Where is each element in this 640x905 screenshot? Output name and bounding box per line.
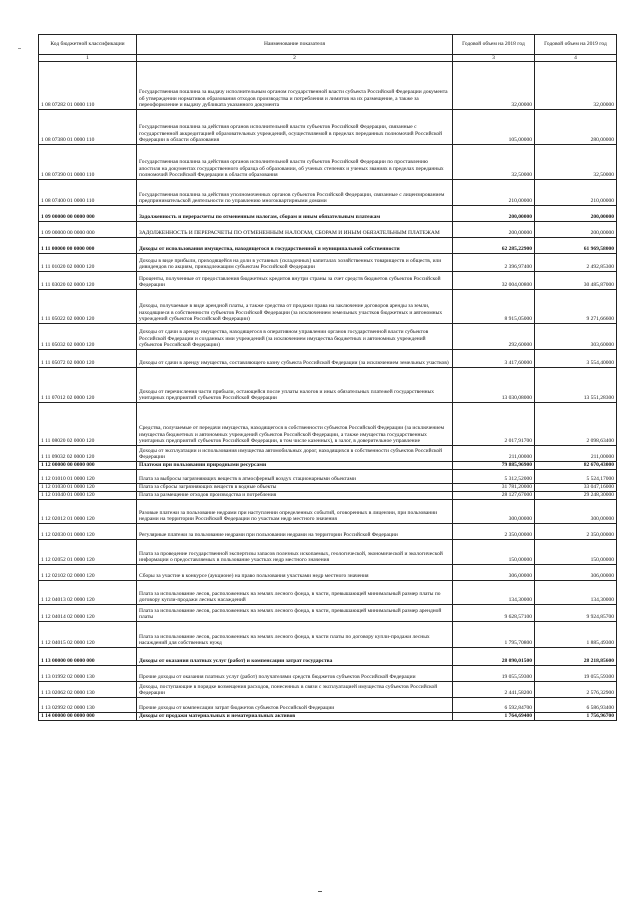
code-cell: 1 08 07380 01 0000 110: [39, 110, 137, 145]
page-footer-mark: [318, 891, 322, 892]
value-2019-cell: 200,00000: [535, 222, 617, 238]
code-cell: 1 11 03020 02 0000 120: [39, 272, 137, 290]
value-2019-cell: 306,00000: [535, 565, 617, 581]
value-2018-cell: 150,00000: [453, 540, 535, 565]
code-cell: 1 13 02062 02 0000 130: [39, 682, 137, 698]
name-cell: Доходы от использования имущества, находящегося в государственной и муниципальной собственности: [137, 238, 453, 254]
name-cell: Разовые платежи за пользование недрами при наступлении определенных событий, оговоренных в лицензии, при пользовании недрами на территории Российской Федерации по участкам недр местного значения: [137, 500, 453, 524]
value-2019-cell: 9 271,66600: [535, 290, 617, 324]
table-row: [39, 713, 617, 721]
value-2019-cell: 2 350,00000: [535, 524, 617, 540]
name-cell: Доходы от продажи материальных и нематериальных активов: [137, 713, 453, 721]
name-cell: Доходы в виде прибыли, приходящейся на доли в уставных (складочных) капиталах хозяйственных товариществ и обществ, или дивидендов по акциям, принадлежащим субъектам Российской Федерации: [137, 254, 453, 272]
name-cell: Доходы, поступающие в порядке возмещения расходов, понесенных в связи с эксплуатацией имущества субъектов Российской Федерации: [137, 682, 453, 698]
value-2018-cell: 134,30000: [453, 581, 535, 605]
code-cell: 1 13 02992 02 0000 130: [39, 698, 137, 713]
name-cell: Проценты, полученные от предоставления бюджетных кредитов внутри страны за счет средств бюджетов субъектов Российской Федерации: [137, 272, 453, 290]
name-cell: Доходы от перечисления части прибыли, остающейся после уплаты налогов и иных обязательных платежей государственных унитарных предприятий субъектов Российской Федерации: [137, 368, 453, 403]
table-row: [39, 62, 617, 110]
name-cell: Плата за сбросы загрязняющих веществ в водные объекты: [137, 484, 453, 492]
value-2018-cell: 3 417,60000: [453, 350, 535, 368]
name-cell: Государственная пошлина за выдачу исполнительным органом государственной власти субъекта Российской Федерации документа об утверждении нормативов образования отходов производства и потребления и лимитов на их размещение, а также за переоформление и выдачу дубликата указанного документа: [137, 62, 453, 110]
value-2019-cell: 5 524,17000: [535, 470, 617, 484]
value-2019-cell: 6 586,93400: [535, 698, 617, 713]
name-cell: Плата за использование лесов, расположенных на землях лесного фонда, в части, превышающей минимальный размер арендной платы: [137, 605, 453, 622]
table-row: [39, 581, 617, 605]
table-row: [39, 145, 617, 180]
code-cell: 1 11 09032 02 0000 120: [39, 446, 137, 462]
code-cell: 1 12 00000 00 0000 000: [39, 462, 137, 470]
table-row: [39, 446, 617, 462]
name-cell: Доходы от оказания платных услуг (работ) и компенсации затрат государства: [137, 648, 453, 666]
table-row: [39, 540, 617, 565]
code-cell: 1 09 00000 00 0000 000: [39, 222, 137, 238]
code-cell: 1 12 01030 01 0000 120: [39, 484, 137, 492]
table-row: [39, 238, 617, 254]
value-2019-cell: 33 047,16000: [535, 484, 617, 492]
name-cell: Регулярные платежи за пользование недрами при пользовании недрами на территории Российской Федерации: [137, 524, 453, 540]
index-4: 4: [535, 55, 617, 62]
table-header: [39, 35, 617, 62]
value-2018-cell: 62 285,22900: [453, 238, 535, 254]
code-cell: 1 11 05032 02 0000 120: [39, 324, 137, 350]
table-row: [39, 350, 617, 368]
value-2019-cell: 280,00000: [535, 110, 617, 145]
margin-mark: [18, 48, 21, 49]
table-row: [39, 290, 617, 324]
value-2019-cell: 211,00000: [535, 446, 617, 462]
table-row: [39, 500, 617, 524]
code-cell: 1 08 07282 01 0000 110: [39, 62, 137, 110]
value-2018-cell: 9 628,57100: [453, 605, 535, 622]
name-cell: Плата за выбросы загрязняющих веществ в атмосферный воздух стационарными объектами: [137, 470, 453, 484]
value-2019-cell: 1 756,96700: [535, 713, 617, 721]
value-2018-cell: 32,00000: [453, 62, 535, 110]
budget-table-sheet: [38, 34, 616, 721]
header-2019: Годовой объем на 2019 год: [535, 35, 617, 55]
table-row: [39, 324, 617, 350]
budget-revenue-table: [38, 34, 617, 721]
name-cell: Доходы от сдачи в аренду имущества, составляющего казну субъекта Российской Федерации (за исключением земельных участков): [137, 350, 453, 368]
value-2019-cell: 1 885,49300: [535, 622, 617, 648]
name-cell: Сборы за участие в конкурсе (аукционе) на право пользования участками недр местного значения: [137, 565, 453, 581]
code-cell: 1 11 05072 02 0000 120: [39, 350, 137, 368]
value-2019-cell: 30 485,87000: [535, 272, 617, 290]
table-row: [39, 470, 617, 484]
table-row: [39, 180, 617, 206]
value-2018-cell: 32,50000: [453, 145, 535, 180]
name-cell: Платежи при пользовании природными ресурсами: [137, 462, 453, 470]
code-cell: 1 12 04015 02 0000 120: [39, 622, 137, 648]
name-cell: Плата за использование лесов, расположенных на землях лесного фонда, в части платы по договору купли-продажи лесных насаждений для собственных нужд: [137, 622, 453, 648]
value-2018-cell: 8 915,05000: [453, 290, 535, 324]
code-cell: 1 12 01010 01 0000 120: [39, 470, 137, 484]
code-cell: 1 12 02030 01 0000 120: [39, 524, 137, 540]
index-3: 3: [453, 55, 535, 62]
value-2018-cell: 32 004,00800: [453, 272, 535, 290]
index-2: 2: [137, 55, 453, 62]
value-2018-cell: 5 312,52000: [453, 470, 535, 484]
table-row: [39, 462, 617, 470]
value-2018-cell: 31 781,20000: [453, 484, 535, 492]
code-cell: 1 08 07400 01 0000 110: [39, 180, 137, 206]
name-cell: Плата за проведение государственной экспертизы запасов полезных ископаемых, геологической, экономической и экологической информации о предоставляемых в пользование участках недр местного значения: [137, 540, 453, 565]
name-cell: ЗАДОЛЖЕННОСТЬ И ПЕРЕРАСЧЕТЫ ПО ОТМЕНЕННЫМ НАЛОГАМ, СБОРАМ И ИНЫМ ОБЯЗАТЕЛЬНЫМ ПЛАТЕЖАМ: [137, 222, 453, 238]
value-2018-cell: 19 055,59300: [453, 666, 535, 682]
name-cell: Средства, получаемые от передачи имущества, находящегося в собственности субъектов Российской Федерации (за исключением имущества бюджетных и автономных учреждений субъектов Российской Федерации, а также имущества государственных унитарных предприятий субъектов Российской Федерации, в том числе казенных), в залог, в доверительное управление: [137, 403, 453, 446]
code-cell: 1 11 00000 00 0000 000: [39, 238, 137, 254]
name-cell: Прочие доходы от оказания платных услуг (работ) получателями средств бюджетов субъектов Российской Федерации: [137, 666, 453, 682]
table-row: [39, 272, 617, 290]
table-row: [39, 368, 617, 403]
value-2019-cell: 32,50000: [535, 145, 617, 180]
value-2019-cell: 61 969,58000: [535, 238, 617, 254]
table-row: [39, 222, 617, 238]
code-cell: 1 09 00000 00 0000 000: [39, 206, 137, 222]
name-cell: Задолженность и перерасчеты по отмененным налогам, сборам и иным обязательным платежам: [137, 206, 453, 222]
value-2019-cell: 2 098,63400: [535, 403, 617, 446]
value-2019-cell: 82 670,43000: [535, 462, 617, 470]
code-cell: 1 13 00000 00 0000 000: [39, 648, 137, 666]
table-row: [39, 682, 617, 698]
name-cell: Государственная пошлина за действия уполномоченных органов субъектов Российской Федерации, связанные с лицензированием предпринимательской деятельности по управлению многоквартирными домами: [137, 180, 453, 206]
value-2019-cell: 134,30000: [535, 581, 617, 605]
table-row: [39, 648, 617, 666]
value-2018-cell: 200,00000: [453, 222, 535, 238]
value-2019-cell: 300,00000: [535, 500, 617, 524]
value-2018-cell: 2 350,00000: [453, 524, 535, 540]
table-row: [39, 524, 617, 540]
code-cell: 1 12 02102 02 0000 120: [39, 565, 137, 581]
table-body: [39, 62, 617, 721]
table-row: [39, 484, 617, 492]
table-row: [39, 254, 617, 272]
value-2018-cell: 1 795,70800: [453, 622, 535, 648]
value-2019-cell: 32,00000: [535, 62, 617, 110]
table-row: [39, 698, 617, 713]
name-cell: Плата за размещение отходов производства и потребления: [137, 492, 453, 500]
name-cell: Государственная пошлина за действия органов исполнительной власти субъектов Российской Федерации по проставлению апостиля на документах государственного образца об образовании, об ученых степенях и ученых званиях в пределах переданных полномочий Российской Федерации в области образования: [137, 145, 453, 180]
value-2018-cell: 292,60000: [453, 324, 535, 350]
value-2019-cell: 13 551,28300: [535, 368, 617, 403]
column-index-row: [39, 55, 617, 62]
code-cell: 1 12 02012 01 0000 120: [39, 500, 137, 524]
code-cell: 1 12 01040 01 0000 120: [39, 492, 137, 500]
table-row: [39, 622, 617, 648]
value-2019-cell: 150,00000: [535, 540, 617, 565]
value-2018-cell: 210,00000: [453, 180, 535, 206]
value-2019-cell: 200,00000: [535, 206, 617, 222]
code-cell: 1 11 08020 02 0000 120: [39, 403, 137, 446]
code-cell: 1 12 04013 02 0000 120: [39, 581, 137, 605]
code-cell: 1 14 00000 00 0000 000: [39, 713, 137, 721]
table-row: [39, 206, 617, 222]
value-2018-cell: 211,00000: [453, 446, 535, 462]
header-2018: Годовой объем на 2018 год: [453, 35, 535, 55]
value-2018-cell: 1 764,69400: [453, 713, 535, 721]
table-row: [39, 565, 617, 581]
value-2019-cell: 3 554,40000: [535, 350, 617, 368]
table-row: [39, 605, 617, 622]
name-cell: Прочие доходы от компенсации затрат бюджетов субъектов Российской Федерации: [137, 698, 453, 713]
value-2018-cell: 28 090,01500: [453, 648, 535, 666]
value-2018-cell: 105,00000: [453, 110, 535, 145]
code-cell: 1 13 01992 02 0000 130: [39, 666, 137, 682]
value-2019-cell: 19 055,59300: [535, 666, 617, 682]
value-2019-cell: 29 248,30000: [535, 492, 617, 500]
value-2019-cell: 2 492,85300: [535, 254, 617, 272]
value-2019-cell: 9 924,85700: [535, 605, 617, 622]
value-2018-cell: 300,00000: [453, 500, 535, 524]
value-2018-cell: 200,00000: [453, 206, 535, 222]
value-2018-cell: 6 592,84700: [453, 698, 535, 713]
code-cell: 1 11 07012 02 0000 120: [39, 368, 137, 403]
name-cell: Доходы от сдачи в аренду имущества, находящегося в оперативном управлении органов государственной власти субъектов Российской Федерации и созданных ими учреждений (за исключением имущества бюджетных и автономных учреждений субъектов Российской Федерации): [137, 324, 453, 350]
table-row: [39, 666, 617, 682]
table-row: [39, 110, 617, 145]
value-2019-cell: 28 218,85600: [535, 648, 617, 666]
name-cell: Доходы, получаемые в виде арендной платы, а также средства от продажи права на заключение договоров аренды за земли, находящиеся в собственности субъектов Российской Федерации (за исключением земельных участков бюджетных и автономных учреждений субъектов Российской Федерации): [137, 290, 453, 324]
name-cell: Доходы от эксплуатации и использования имущества автомобильных дорог, находящихся в собственности субъектов Российской Федерации: [137, 446, 453, 462]
code-cell: 1 12 02052 01 0000 120: [39, 540, 137, 565]
header-name: Наименование показателя: [137, 35, 453, 55]
name-cell: Плата за использование лесов, расположенных на землях лесного фонда, в части, превышающей минимальный размер платы по договору купли-продажи лесных насаждений: [137, 581, 453, 605]
value-2018-cell: 2 441,58200: [453, 682, 535, 698]
code-cell: 1 11 05022 02 0000 120: [39, 290, 137, 324]
table-row: [39, 403, 617, 446]
value-2019-cell: 2 576,32900: [535, 682, 617, 698]
value-2018-cell: 79 885,96900: [453, 462, 535, 470]
value-2019-cell: 303,60000: [535, 324, 617, 350]
table-row: [39, 492, 617, 500]
value-2018-cell: 28 127,67000: [453, 492, 535, 500]
index-1: 1: [39, 55, 137, 62]
code-cell: 1 12 04014 02 0000 120: [39, 605, 137, 622]
code-cell: 1 08 07390 01 0000 110: [39, 145, 137, 180]
value-2018-cell: 2 017,91700: [453, 403, 535, 446]
value-2018-cell: 306,00000: [453, 565, 535, 581]
value-2018-cell: 2 396,97400: [453, 254, 535, 272]
code-cell: 1 11 01020 02 0000 120: [39, 254, 137, 272]
header-code: Код бюджетной классификации: [39, 35, 137, 55]
value-2019-cell: 210,00000: [535, 180, 617, 206]
name-cell: Государственная пошлина за действия органов исполнительной власти субъектов Российской Федерации, связанные с государственной аккредитацией образовательных учреждений, осуществляемой в пределах переданных полномочий Российской Федерации в области образования: [137, 110, 453, 145]
value-2018-cell: 13 030,08000: [453, 368, 535, 403]
